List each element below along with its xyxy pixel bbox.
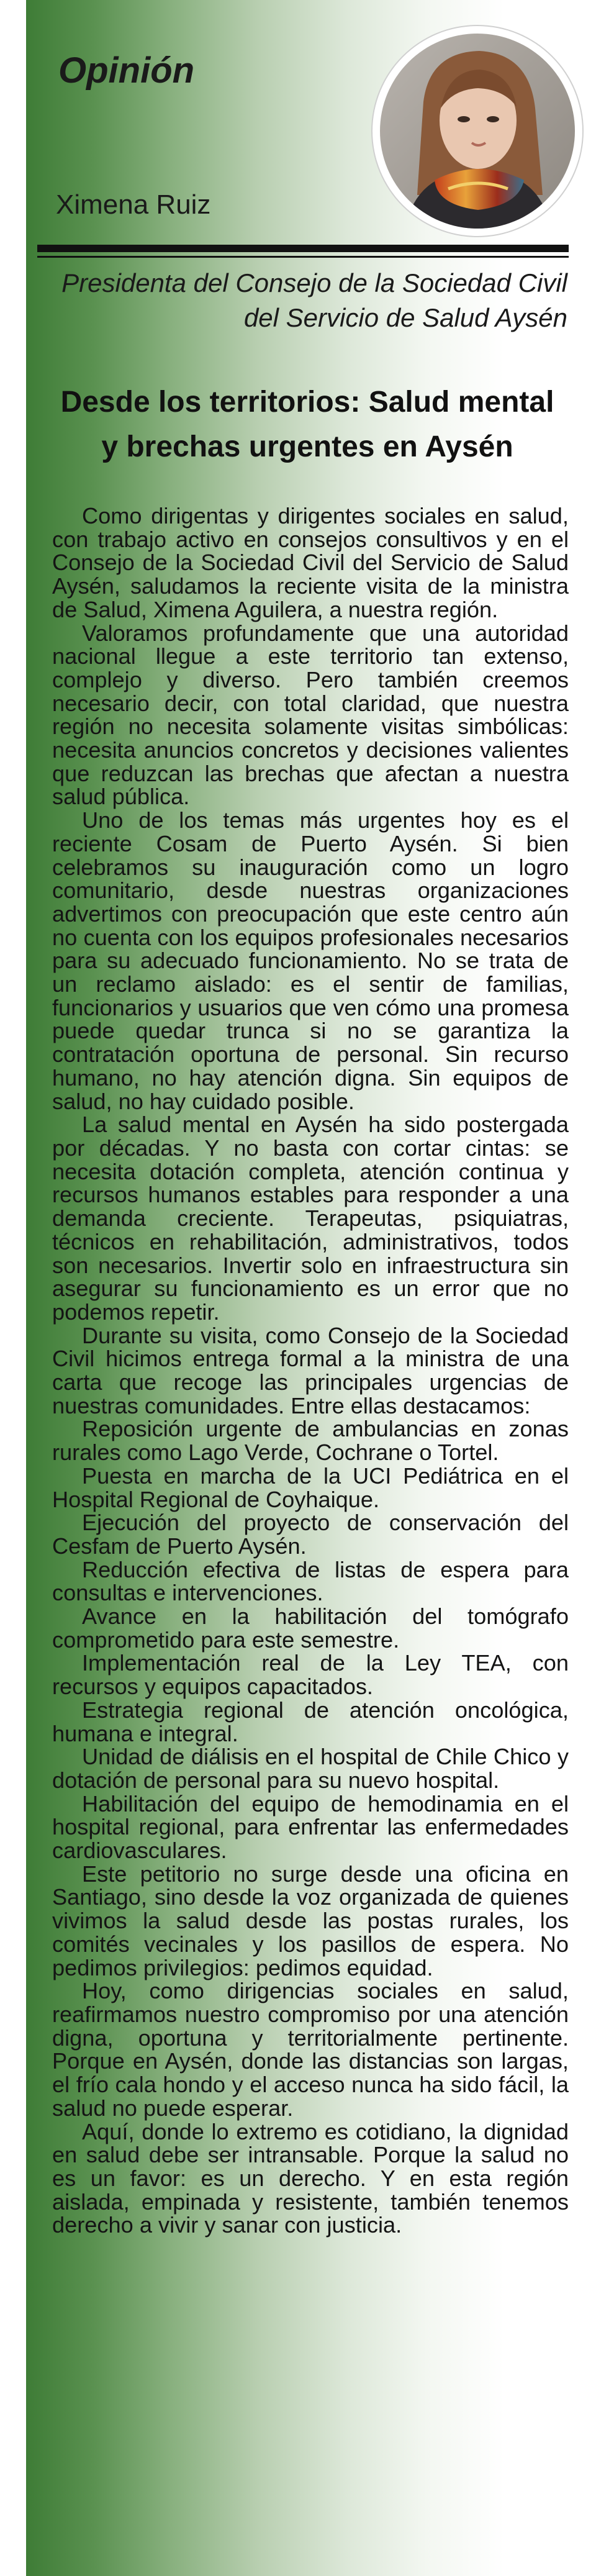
demand-item: Estrategia regional de atención oncológica, humana e integral.	[52, 1697, 569, 1746]
author-name: Ximena Ruiz	[56, 189, 211, 220]
paragraph: Valoramos profundamente que una autoridad nacional llegue a este territorio tan extenso, complejo y diverso. Pero también creemos necesario decir, con total claridad, que nuestra región no necesita solamente visitas simbólicas: necesita anuncios concretos y decisiones valientes que reduzcan las brechas que afectan a nuestra salud pública.	[52, 620, 569, 810]
demand-item: Implementación real de la Ley TEA, con recursos y equipos capacitados.	[52, 1650, 569, 1700]
author-role-line-2: del Servicio de Salud Aysén	[243, 303, 567, 332]
paragraph: Como dirigentas y dirigentes sociales en salud, con trabajo activo en consejos consultivos y en el Consejo de la Sociedad Civil del Servicio de Salud Aysén, saludamos la reciente visita de la ministra de Salud, Ximena Aguilera, a nuestra región.	[52, 503, 569, 622]
paragraph: Durante su visita, como Consejo de la Sociedad Civil hicimos entrega formal a la ministra de una carta que recoge las principales urgencias de nuestras comunidades. Entre ellas destacamos:	[52, 1322, 569, 1418]
paragraph: Uno de los temas más urgentes hoy es el reciente Cosam de Puerto Aysén. Si bien celebramos su inauguración como un logro comunitario, desde nuestras organizaciones advertimos con preocupación que este centro aún no cuenta con los equipos profesionales necesarios para su adecuado funcionamiento. No se trata de un reclamo aislado: es el sentir de familias, funcionarios y usuarios que ven cómo una promesa puede quedar trunca si no se garantiza la contratación oportuna de personal. Sin recurso humano, no hay atención digna. Sin equipos de salud, no hay cuidado posible.	[52, 807, 569, 1114]
opinion-panel	[26, 0, 582, 2576]
paragraph: Este petitorio no surge desde una oficina en Santiago, sino desde la voz organizada de quienes vivimos la salud desde las postas rurales, los comités vecinales y los pasillos de espera. No pedimos privilegios: pedimos equidad.	[52, 1861, 569, 1980]
paragraph: Hoy, como dirigencias sociales en salud, reafirmamos nuestro compromiso por una atención digna, oportuna y territorialmente pertinente. Porque en Aysén, donde las distancias son largas, el frío cala hondo y el acceso nunca ha sido fácil, la salud no puede esperar.	[52, 1978, 569, 2121]
demand-item: Unidad de diálisis en el hospital de Chile Chico y dotación de personal para su nuevo hospital.	[52, 1744, 569, 1793]
demand-item: Avance en la habilitación del tomógrafo comprometido para este semestre.	[52, 1603, 569, 1653]
author-photo-frame	[372, 26, 582, 236]
header-rule-thin	[37, 256, 569, 258]
article-headline	[45, 380, 570, 469]
column-header	[26, 0, 582, 242]
demand-item: Ejecución del proyecto de conservación del Cesfam de Puerto Aysén.	[52, 1510, 569, 1559]
demand-item: Reducción efectiva de listas de espera para consultas e intervenciones.	[52, 1556, 569, 1606]
headline-line-1: Desde los territorios: Salud mental	[60, 386, 554, 419]
paragraph: Aquí, donde lo extremo es cotidiano, la dignidad en salud debe ser intransable. Porque la salud no es un favor: es un derecho. Y en esta región aislada, empinada y resistente, también tenemos derecho a vivir y sanar con justicia.	[52, 2118, 569, 2238]
author-role-line-1: Presidenta del Consejo de la Sociedad Civil	[61, 268, 567, 297]
demand-item: Reposición urgente de ambulancias en zonas rurales como Lago Verde, Cochrane o Tortel.	[52, 1416, 569, 1466]
author-photo	[380, 34, 575, 229]
demand-item: Puesta en marcha de la UCI Pediátrica en el Hospital Regional de Coyhaique.	[52, 1463, 569, 1512]
author-role	[58, 266, 567, 335]
article-body	[52, 504, 569, 2237]
section-label: Opinión	[58, 50, 195, 91]
author-portrait-icon	[380, 34, 575, 229]
demand-item: Habilitación del equipo de hemodinamia en el hospital regional, para enfrentar las enfermedades cardiovasculares.	[52, 1790, 569, 1864]
paragraph: La salud mental en Aysén ha sido postergada por décadas. Y no basta con cortar cintas: se necesita dotación completa, atención continua y recursos humanos estables para responder a una demanda creciente. Terapeutas, psiquiatras, técnicos en rehabilitación, administrativos, todos son necesarios. Invertir solo en infraestructura sin asegurar su funcionamiento es un error que no podemos repetir.	[52, 1112, 569, 1325]
headline-line-2: y brechas urgentes en Aysén	[101, 430, 513, 463]
header-rule-thick	[37, 245, 569, 252]
